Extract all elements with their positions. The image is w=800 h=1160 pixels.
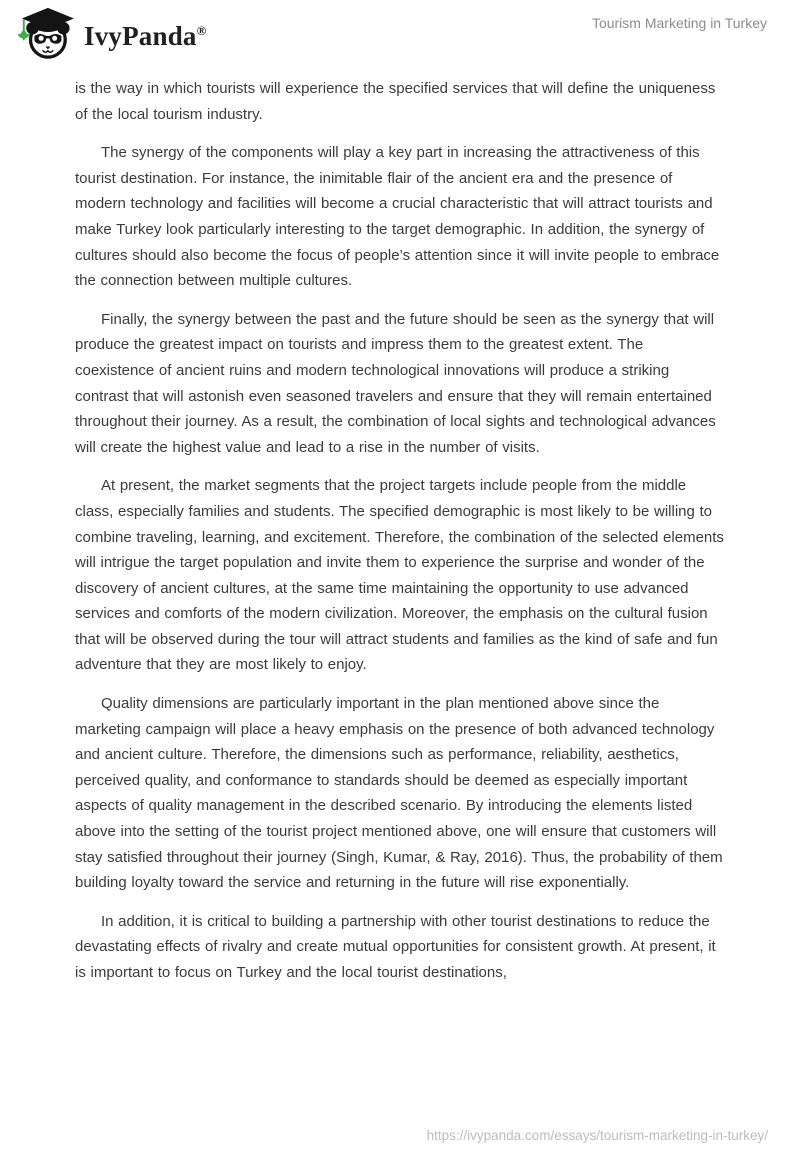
page-footer — [427, 1128, 768, 1143]
document-title: Tourism Marketing in Turkey — [591, 15, 767, 31]
ivypanda-wordmark: IvyPanda® — [84, 20, 207, 51]
ivypanda-panda-graduate-logo-icon — [14, 6, 76, 60]
source-url-link[interactable]: https://ivypanda.com/essays/tourism-marketing-in-turkey/ — [426, 1128, 768, 1143]
paragraph: At present, the market segments that the project targets include people from the middle class, especially families and students. The specified demographic is most likely to be willing to combine traveling, learning, and excitement. Therefore, the combination of the selected elements will intrigue the target population and invite them to experience the surprise and wonder of the discovery of ancient cultures, at the same time maintaining the opportunity to use advanced services and comforts of the modern civilization. Moreover, the emphasis on the cultural fusion that will be observed during the tour will attract students and families as the kind of safe and fun adventure that they are most likely to enjoy. — [75, 477, 724, 674]
paragraph-continuation: is the way in which tourists will experience the specified services that will define the uniqueness of the local tourism industry. — [75, 80, 716, 123]
page-header — [0, 0, 800, 64]
paragraph: Finally, the synergy between the past and the future should be seen as the synergy that will produce the greatest impact on tourists and impress them to the greatest extent. The coexistence of ancient ruins and modern technological innovations will produce a striking contrast that will astonish even seasoned travelers and ensure that they will remain entertained throughout their journey. As a result, the combination of local sights and technological advances will create the highest value and lead to a rise in the number of visits. — [75, 310, 716, 456]
essay-body — [0, 64, 800, 986]
paragraph: The synergy of the components will play a key part in increasing the attractiveness of this tourist destination. For instance, the inimitable flair of the ancient era and the presence of modern technology and facilities will become a crucial characteristic that will attract tourists and make Turkey look particularly interesting to the target demographic. In addition, the synergy of cultures should also become the focus of people’s attention since it will invite people to embrace the connection between multiple cultures. — [75, 144, 720, 290]
ivypanda-brand — [14, 6, 207, 60]
paragraph: Quality dimensions are particularly important in the plan mentioned above since the marketing campaign will place a heavy emphasis on the presence of both advanced technology and ancient culture. Therefore, the dimensions such as performance, reliability, aesthetics, perceived quality, and conformance to standards should be deemed as especially important aspects of quality management in the described scenario. By introducing the elements listed above into the setting of the tourist project mentioned above, one will ensure that customers will stay satisfied throughout their journey (Singh, Kumar, & Ray, 2016). Thus, the probability of them building loyalty toward the service and returning in the future will rise exponentially. — [75, 695, 723, 892]
paragraph: In addition, it is critical to building a partnership with other tourist destinations to reduce the devastating effects of rivalry and create mutual opportunities for consistent growth. At present, it is important to focus on Turkey and the local tourist destinations, — [75, 912, 716, 981]
registered-trademark-symbol: ® — [196, 22, 207, 38]
